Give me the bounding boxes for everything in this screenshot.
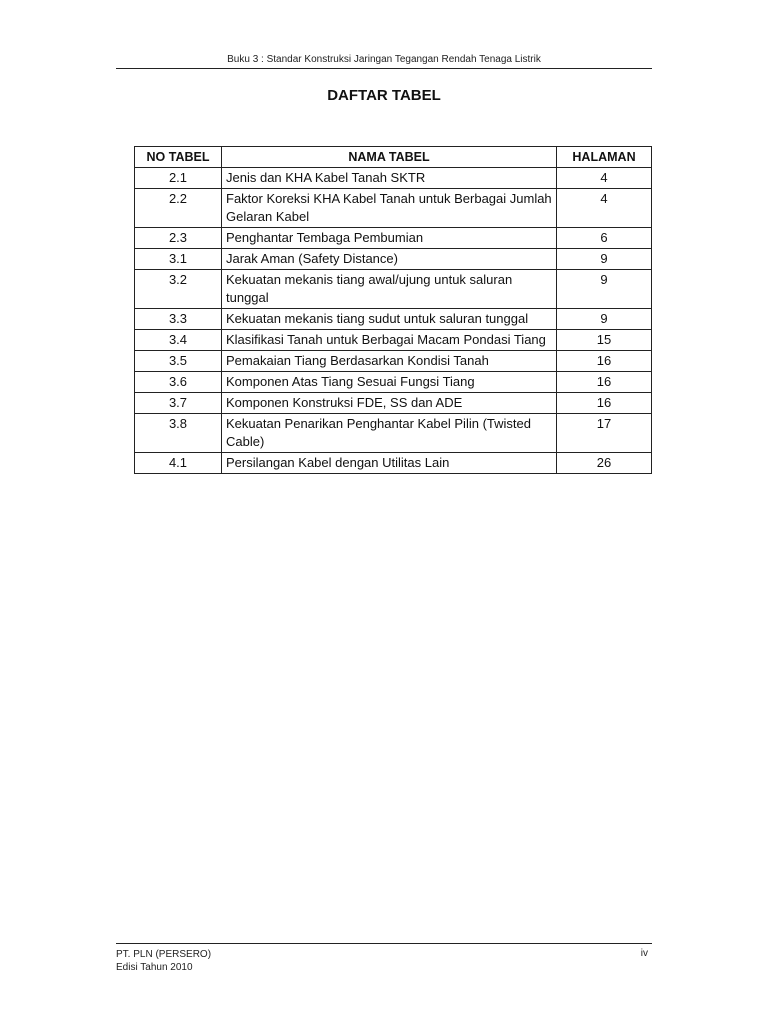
header-divider <box>116 68 652 69</box>
footer-divider <box>116 943 652 944</box>
footer-company: PT. PLN (PERSERO) <box>116 949 212 960</box>
cell-page: 6 <box>557 228 652 249</box>
page-title: DAFTAR TABEL <box>327 87 441 104</box>
table-row <box>135 228 652 249</box>
cell-page: 15 <box>557 330 652 351</box>
table-list <box>134 146 652 474</box>
cell-page: 26 <box>557 453 652 474</box>
cell-no: 3.8 <box>135 414 222 453</box>
table-row <box>135 393 652 414</box>
cell-name: Kekuatan Penarikan Penghantar Kabel Pilin (Twisted Cable) <box>222 414 557 453</box>
cell-no: 3.4 <box>135 330 222 351</box>
cell-page: 17 <box>557 414 652 453</box>
table-body <box>135 168 652 474</box>
cell-no: 2.2 <box>135 189 222 228</box>
cell-page: 4 <box>557 189 652 228</box>
table-row <box>135 351 652 372</box>
cell-name: Penghantar Tembaga Pembumian <box>222 228 557 249</box>
table-row <box>135 372 652 393</box>
cell-name: Jenis dan KHA Kabel Tanah SKTR <box>222 168 557 189</box>
cell-name: Jarak Aman (Safety Distance) <box>222 249 557 270</box>
column-header-name: NAMA TABEL <box>222 147 557 168</box>
cell-no: 3.6 <box>135 372 222 393</box>
table-row <box>135 330 652 351</box>
cell-no: 2.1 <box>135 168 222 189</box>
cell-name: Persilangan Kabel dengan Utilitas Lain <box>222 453 557 474</box>
cell-page: 16 <box>557 351 652 372</box>
footer-info <box>116 948 211 974</box>
cell-name: Faktor Koreksi KHA Kabel Tanah untuk Berbagai Jumlah Gelaran Kabel <box>222 189 557 228</box>
cell-name: Kekuatan mekanis tiang awal/ujung untuk saluran tunggal <box>222 270 557 309</box>
table-row <box>135 414 652 453</box>
cell-name: Komponen Konstruksi FDE, SS dan ADE <box>222 393 557 414</box>
table-row <box>135 249 652 270</box>
footer-edition: Edisi Tahun 2010 <box>116 962 193 973</box>
cell-no: 3.5 <box>135 351 222 372</box>
table-row <box>135 168 652 189</box>
cell-page: 16 <box>557 372 652 393</box>
cell-name: Klasifikasi Tanah untuk Berbagai Macam Pondasi Tiang <box>222 330 557 351</box>
table-row <box>135 270 652 309</box>
footer-page-number: iv <box>640 948 648 959</box>
table-row <box>135 309 652 330</box>
cell-no: 4.1 <box>135 453 222 474</box>
table-row <box>135 189 652 228</box>
cell-no: 3.2 <box>135 270 222 309</box>
cell-name: Komponen Atas Tiang Sesuai Fungsi Tiang <box>222 372 557 393</box>
column-header-page: HALAMAN <box>557 147 652 168</box>
cell-no: 3.1 <box>135 249 222 270</box>
cell-page: 4 <box>557 168 652 189</box>
cell-page: 16 <box>557 393 652 414</box>
cell-page: 9 <box>557 270 652 309</box>
cell-page: 9 <box>557 309 652 330</box>
table-row <box>135 453 652 474</box>
cell-no: 3.3 <box>135 309 222 330</box>
running-header: Buku 3 : Standar Konstruksi Jaringan Tegangan Rendah Tenaga Listrik <box>227 54 541 65</box>
column-header-no: NO TABEL <box>135 147 222 168</box>
table-header-row <box>135 147 652 168</box>
cell-name: Pemakaian Tiang Berdasarkan Kondisi Tanah <box>222 351 557 372</box>
cell-no: 3.7 <box>135 393 222 414</box>
cell-name: Kekuatan mekanis tiang sudut untuk saluran tunggal <box>222 309 557 330</box>
cell-page: 9 <box>557 249 652 270</box>
cell-no: 2.3 <box>135 228 222 249</box>
